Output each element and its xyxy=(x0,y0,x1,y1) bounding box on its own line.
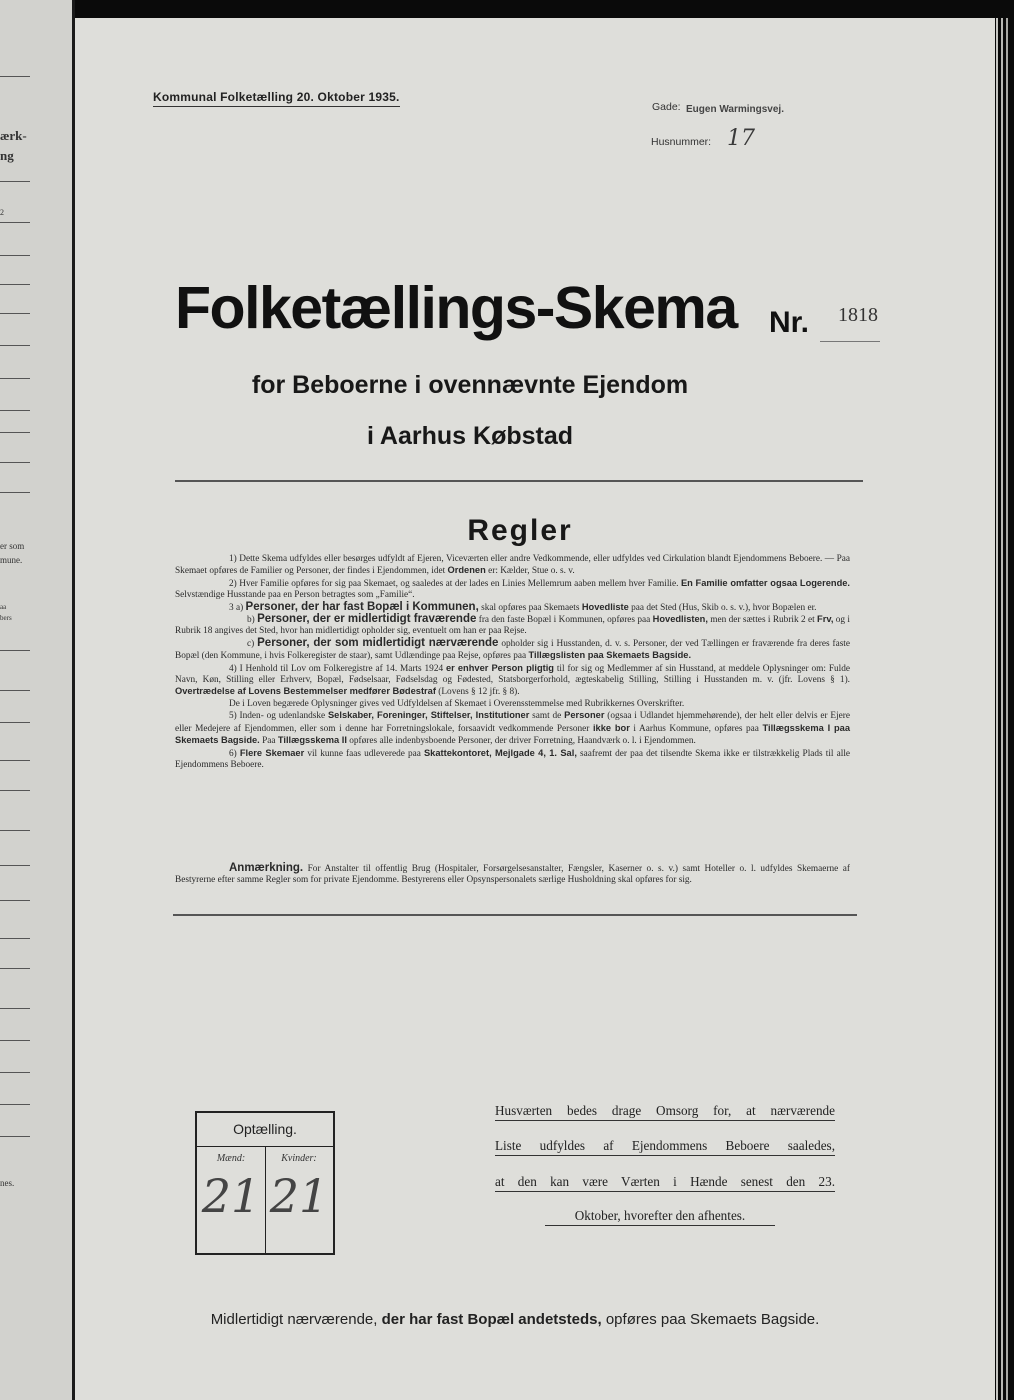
prev-fragment: ng xyxy=(0,148,14,163)
prev-fragment: nes. xyxy=(0,1178,15,1188)
prev-rule xyxy=(0,1040,30,1041)
landlord-notice-line: Husværten bedes drage Omsorg for, at nærværende xyxy=(495,1103,835,1121)
prev-rule xyxy=(0,830,30,831)
prev-rule xyxy=(0,790,30,791)
prev-rule xyxy=(0,865,30,866)
annotation-label: Anmærkning. xyxy=(229,862,304,874)
previous-page-edge xyxy=(0,0,75,1400)
rule-4-note: De i Loven begærede Oplysninger gives ved Udfyldelsen af Skemaet i Overensstemmelse med Rubrikkernes Overskrifter. xyxy=(229,698,685,709)
prev-rule xyxy=(0,900,30,901)
prev-rule xyxy=(0,492,30,493)
prev-rule xyxy=(0,690,30,691)
form-number-label: Nr. xyxy=(769,306,810,339)
prev-rule xyxy=(0,181,30,182)
form-title: Folketællings-Skema xyxy=(175,275,737,341)
house-number-label: Husnummer: xyxy=(651,136,712,148)
prev-rule xyxy=(0,1072,30,1073)
landlord-notice-line: Liste udfyldes af Ejendommens Beboere saaledes, xyxy=(495,1138,835,1156)
annotation-note xyxy=(175,863,850,887)
footer-note: Midlertidigt nærværende, der har fast Bopæl andetsteds, opføres paa Skemaets Bagside. xyxy=(210,1311,820,1328)
women-count: 21 xyxy=(269,1169,329,1223)
prev-rule xyxy=(0,76,30,77)
prev-fragment: aa xyxy=(0,603,7,611)
rule-3b: b) Personer, der er midlertidigt fraværende fra den faste Bopæl i Kommunen, opføres paa Hovedlisten, men der sættes i Rubrik 2 et Frv, og i Rubrik 18 angives det Sted, hvor han midlertidigt opholder sig, eventuelt om han er paa Rejse. xyxy=(175,613,850,637)
prev-rule xyxy=(0,1136,30,1137)
prev-rule xyxy=(0,968,30,969)
page-edge xyxy=(1006,18,1008,1400)
prev-rule xyxy=(0,410,30,411)
landlord-notice-line: at den kan være Værten i Hænde senest den 23. xyxy=(495,1174,835,1192)
prev-rule xyxy=(0,345,30,346)
street-label: Gade: xyxy=(652,101,681,113)
form-subtitle: for Beboerne i ovennævnte Ejendom xyxy=(251,371,689,399)
prev-fragment: bers xyxy=(0,614,12,622)
rule-1: 1) Dette Skema udfyldes eller besørges udfyldt af Ejeren, Viceværten eller andre Vedkommende, eller udfyldes ved Cirkulation blandt Ejendommens Beboere. — Paa Skemaet opføres de Familier og Personer, der findes i Ejendommen, idet Ordenen er: Kælder, Stue o. s. v. xyxy=(175,554,850,577)
prev-rule xyxy=(0,722,30,723)
prev-rule xyxy=(0,432,30,433)
prev-rule xyxy=(0,938,30,939)
count-box-title: Optælling. xyxy=(197,1113,333,1147)
census-form-page xyxy=(75,18,995,1400)
rule-6: 6) Flere Skemaer vil kunne faas udleverede paa Skattekontoret, Mejlgade 4, 1. Sal, saafremt der paa det tilsendte Skema ikke er tilstrækkelig Plads til alle Ejendommens Beboere. xyxy=(175,747,851,770)
women-label: Kvinder: xyxy=(281,1153,317,1164)
rule-2: 2) Hver Familie opføres for sig paa Skemaet, og saaledes at der lades en Linies Mellemrum aaben mellem hver Familie. En Familie omfatter ogsaa Logerende. Selvstændige Husstande paa en Person betragtes som „Familie“. xyxy=(175,577,850,601)
divider xyxy=(173,914,857,916)
prev-fragment: er som xyxy=(0,541,25,551)
prev-rule xyxy=(0,1008,30,1009)
prev-rule xyxy=(0,650,30,651)
rules-heading: Regler xyxy=(467,514,573,547)
rule-5: 5) Inden- og udenlandske Selskaber, Foreninger, Stiftelser, Institutioner samt de Personer (ogsaa i Udlandet hjemmehørende), der helt eller delvis er Ejere eller Medejere af Ejendommen, eller som i denne har Forretningslokale, forsaavidt vedkommende Personer ikke bor i Aarhus Kommune, opføres paa Tillægsskema I paa Skemaets Bagside. Paa Tillægsskema II opføres alle indenbysboende Personer, der driver Forretning, Haandværk o. l. i Ejendommen. xyxy=(175,710,851,747)
landlord-notice-line: Oktober, hvorefter den afhentes. xyxy=(545,1208,775,1226)
prev-rule xyxy=(0,313,30,314)
form-number-rule xyxy=(820,341,880,342)
form-subtitle-city: i Aarhus Købstad xyxy=(366,422,574,450)
rule-4: 4) I Henhold til Lov om Folkeregistre af 14. Marts 1924 er enhver Person pligtig til for sig og Medlemmer af sin Husstand, at meddele Oplysninger om: Fulde Navn, Køn, Stilling eller Erhverv, Bopæl, Fødselsaar, Fødselsdag og Fødested, Statsborgerforhold, ægteskabelig Stilling, Stilling i Husstanden m. v. (jfr. Lovens § 1). Overtrædelse af Lovens Bestemmelser medfører Bødestraf (Lovens § 12 jfr. § 8). xyxy=(175,662,850,698)
page-edge xyxy=(1001,18,1003,1400)
rules-text xyxy=(175,554,850,771)
census-heading: Kommunal Folketælling 20. Oktober 1935. xyxy=(153,90,400,107)
prev-rule xyxy=(0,255,30,256)
rule-3c: c) Personer, der som midlertidigt nærværende opholder sig i Husstanden, d. v. s. Personer, der ved Tællingen er fraværende fra deres faste Bopæl (den Kommune, i hvis Folkeregister de staar), samt Udlændinge paa Rejse, opføres paa Tillægslisten paa Skemaets Bagside. xyxy=(175,636,851,662)
prev-rule xyxy=(0,1104,30,1105)
rule-3a: 3 a) Personer, der har fast Bopæl i Kommunen, skal opføres paa Skemaets Hovedliste paa det Sted (Hus, Skib o. s. v.), hvor Bopælen er. xyxy=(229,600,817,613)
prev-rule xyxy=(0,760,30,761)
prev-rule xyxy=(0,378,30,379)
prev-rule xyxy=(0,462,30,463)
prev-fragment: mune. xyxy=(0,555,23,565)
count-box xyxy=(195,1111,335,1255)
men-count: 21 xyxy=(201,1169,261,1223)
annotation-text: For Anstalter til offentlig Brug (Hospitaler, Forsørgelsesanstalter, Fængsler, Kaserner o. s. v.) samt Hoteller o. l. udfyldes Skemaerne af Bestyrerne efter samme Regler som for private Ejendomme. Bestyrerens eller Opsynspersonalets særlige Husholdning skal opføres for sig. xyxy=(175,864,850,886)
form-number-value: 1818 xyxy=(838,304,878,326)
prev-rule xyxy=(0,222,30,223)
page-edge xyxy=(996,18,998,1400)
prev-fragment: ærk- xyxy=(0,128,27,143)
divider xyxy=(175,480,863,482)
house-number-value: 17 xyxy=(727,126,755,151)
street-value: Eugen Warmingsvej. xyxy=(686,104,784,115)
prev-fragment: 2 xyxy=(0,208,4,217)
prev-rule xyxy=(0,284,30,285)
men-label: Mænd: xyxy=(216,1153,246,1164)
